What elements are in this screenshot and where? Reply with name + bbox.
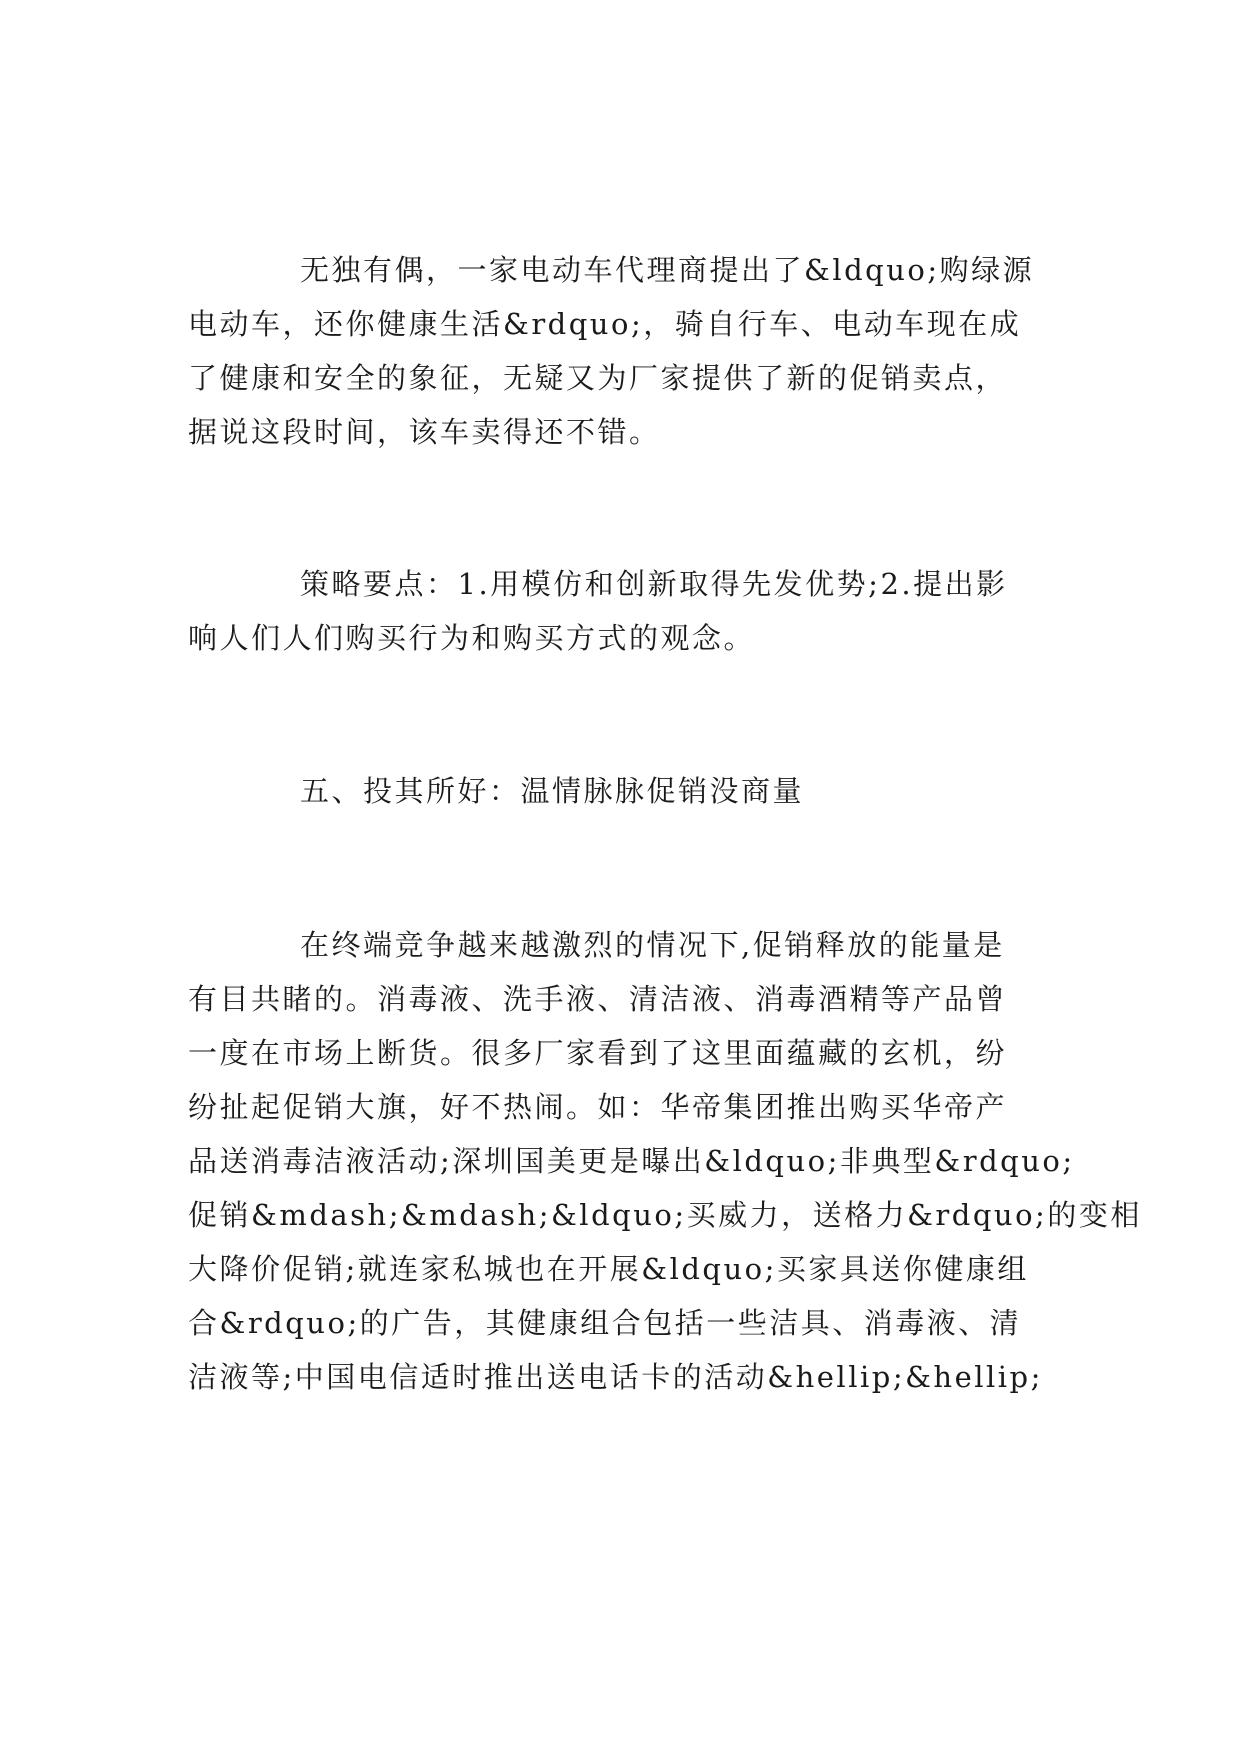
paragraph-4-line-7: 大降价促销;就连家私城也在开展&ldquo;买家具送你健康组 <box>188 1252 1029 1286</box>
paragraph-4-line-6: 促销&mdash;&mdash;&ldquo;买威力，送格力&rdquo;的变相 <box>188 1198 1142 1232</box>
paragraph-4-line-4: 纷扯起促销大旗，好不热闹。如：华帝集团推出购买华帝产 <box>188 1090 1008 1124</box>
paragraph-4-line-8: 合&rdquo;的广告，其健康组合包括一些洁具、消毒液、清 <box>188 1306 1022 1340</box>
paragraph-4-line-3: 一度在市场上断货。很多厂家看到了这里面蕴藏的玄机，纷 <box>188 1036 1008 1070</box>
paragraph-4-line-9: 洁液等;中国电信适时推出送电话卡的活动&hellip;&hellip; <box>188 1360 1043 1394</box>
paragraph-2-line-2: 响人们人们购买行为和购买方式的观念。 <box>188 621 756 655</box>
paragraph-2-line-1: 策略要点：1.用模仿和创新取得先发优势;2.提出影 <box>300 567 1008 601</box>
section-heading: 五、投其所好：温情脉脉促销没商量 <box>300 774 805 808</box>
paragraph-1-line-1: 无独有偶，一家电动车代理商提出了&ldquo;购绿源 <box>300 253 1035 287</box>
paragraph-1-line-3: 了健康和安全的象征，无疑又为厂家提供了新的促销卖点， <box>188 361 1008 395</box>
paragraph-1-line-4: 据说这段时间，该车卖得还不错。 <box>188 415 661 449</box>
paragraph-4-line-2: 有目共睹的。消毒液、洗手液、清洁液、消毒酒精等产品曾 <box>188 982 1008 1016</box>
paragraph-1-line-2: 电动车，还你健康生活&rdquo;，骑自行车、电动车现在成 <box>188 307 1022 341</box>
paragraph-4-line-1: 在终端竞争越来越激烈的情况下,促销释放的能量是 <box>300 928 1005 962</box>
paragraph-4-line-5: 品送消毒洁液活动;深圳国美更是曝出&ldquo;非典型&rdquo; <box>188 1144 1075 1178</box>
